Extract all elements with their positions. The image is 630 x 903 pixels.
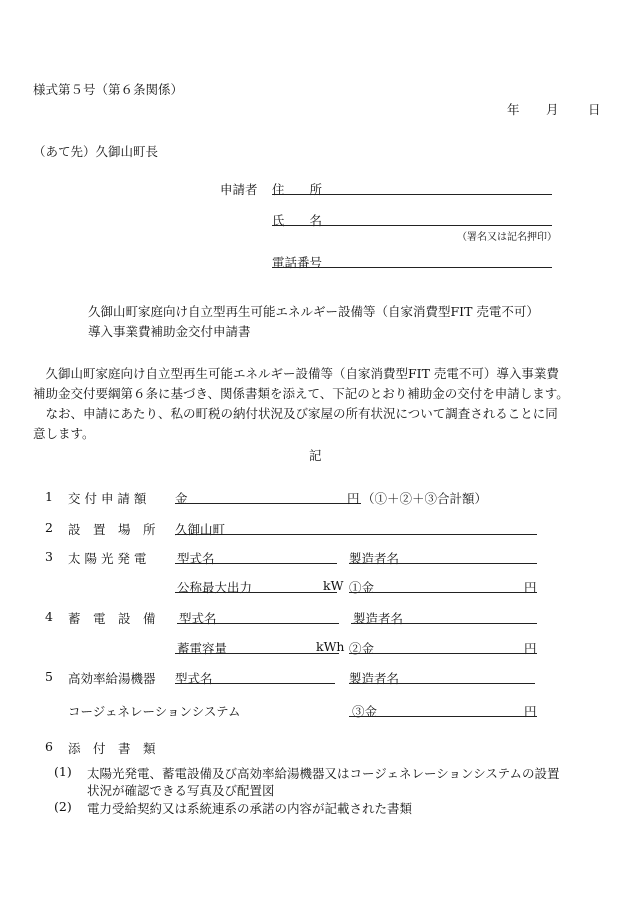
installation-location-value: 久御山町 — [175, 522, 226, 537]
title-line-2: 導入事業費補助金交付申請書 — [88, 324, 251, 339]
item-5-yen: 円 — [524, 704, 537, 719]
address-field[interactable] — [272, 194, 552, 195]
applicant-label: 申請者 — [220, 182, 258, 197]
item-3-unit: kW — [323, 578, 344, 593]
signature-note: （署名又は記名押印） — [457, 232, 557, 243]
item-3-maker-label: 製造者名 — [349, 551, 400, 566]
address-label: 住 所 — [272, 182, 323, 197]
item-5-maker-label: 製造者名 — [349, 671, 400, 686]
solar-maker-field[interactable] — [349, 563, 537, 564]
item-1-number: 1 — [45, 489, 53, 504]
item-2-label: 設 置 場 所 — [68, 522, 156, 537]
body-line-1: 久御山町家庭向け自立型再生可能エネルギー設備等（自家消費型FIT 売電不可）導入事業費 — [33, 366, 559, 381]
solar-model-field[interactable] — [175, 563, 337, 564]
item-5-cogen-label: コージェネレーションシステム — [68, 704, 241, 719]
item-4-yen: 円 — [524, 641, 537, 656]
battery-model-field[interactable] — [177, 623, 339, 624]
phone-label: 電話番号 — [272, 255, 323, 270]
item-3-yen: 円 — [524, 580, 537, 595]
installation-location-field[interactable] — [175, 534, 537, 535]
name-field[interactable] — [272, 225, 552, 226]
battery-amount-field[interactable] — [349, 653, 537, 654]
item-4-label: 蓄 電 設 備 — [68, 611, 156, 626]
request-amount-field[interactable] — [175, 503, 361, 504]
item-4-maker-label: 製造者名 — [353, 611, 404, 626]
attachment-2-number: (2) — [54, 799, 72, 814]
item-3-model-label: 型式名 — [177, 551, 215, 566]
item-6-label: 添 付 書 類 — [68, 741, 156, 756]
item-4-unit: kWh — [316, 639, 345, 654]
title-line-1: 久御山町家庭向け自立型再生可能エネルギー設備等（自家消費型FIT 売電不可） — [88, 304, 539, 319]
body-line-4: 意します。 — [33, 426, 95, 441]
attachment-2-line-1: 電力受給契約又は系統連系の承諾の内容が記載された書類 — [87, 801, 413, 816]
item-4-number: 4 — [45, 609, 53, 624]
date-year: 年 — [507, 102, 520, 117]
item-5-model-label: 型式名 — [175, 671, 213, 686]
item-5-amount-label: ③金 — [352, 704, 378, 719]
ki-heading: 記 — [309, 448, 322, 463]
body-line-2: 補助金交付要綱第６条に基づき、関係書類を添えて、下記のとおり補助金の交付を申請します。 — [33, 386, 569, 401]
item-4-capacity-label: 蓄電容量 — [177, 641, 228, 656]
date-day: 日 — [588, 102, 601, 117]
addressee: （あて先）久御山町長 — [33, 144, 159, 159]
name-label: 氏 名 — [272, 213, 323, 228]
battery-capacity-field[interactable] — [175, 653, 339, 654]
item-1-kin: 金 — [175, 491, 188, 506]
water-heater-amount-field[interactable] — [349, 716, 537, 717]
attachment-1-line-2: 状況が確認できる写真及び配置図 — [87, 783, 275, 798]
item-1-label: 交 付 申 請 額 — [68, 491, 147, 506]
attachment-1-line-1: 太陽光発電、蓄電設備及び高効率給湯機器又はコージェネレーションシステムの設置 — [87, 766, 560, 781]
battery-maker-field[interactable] — [351, 623, 537, 624]
solar-output-field[interactable] — [175, 592, 337, 593]
item-3-number: 3 — [45, 549, 53, 564]
item-3-output-label: 公称最大出力 — [177, 580, 253, 595]
item-4-amount-label: ②金 — [349, 641, 375, 656]
item-5-number: 5 — [45, 669, 53, 684]
item-1-note: （①＋②＋③合計額） — [362, 491, 488, 506]
item-3-amount-label: ①金 — [349, 580, 375, 595]
attachment-1-number: (1) — [54, 764, 72, 779]
water-heater-maker-field[interactable] — [349, 683, 535, 684]
date-month: 月 — [546, 102, 559, 117]
item-2-number: 2 — [45, 520, 53, 535]
form-number: 様式第５号（第６条関係） — [33, 82, 184, 97]
item-3-label: 太 陽 光 発 電 — [68, 551, 147, 566]
item-4-model-label: 型式名 — [179, 611, 217, 626]
item-6-number: 6 — [45, 739, 53, 754]
item-1-yen: 円 — [347, 491, 360, 506]
solar-amount-field[interactable] — [349, 592, 537, 593]
body-line-3: なお、申請にあたり、私の町税の納付状況及び家屋の所有状況について調査されることに同 — [33, 406, 558, 421]
item-5-label: 高効率給湯機器 — [68, 671, 156, 686]
water-heater-model-field[interactable] — [175, 683, 335, 684]
phone-field[interactable] — [272, 267, 552, 268]
